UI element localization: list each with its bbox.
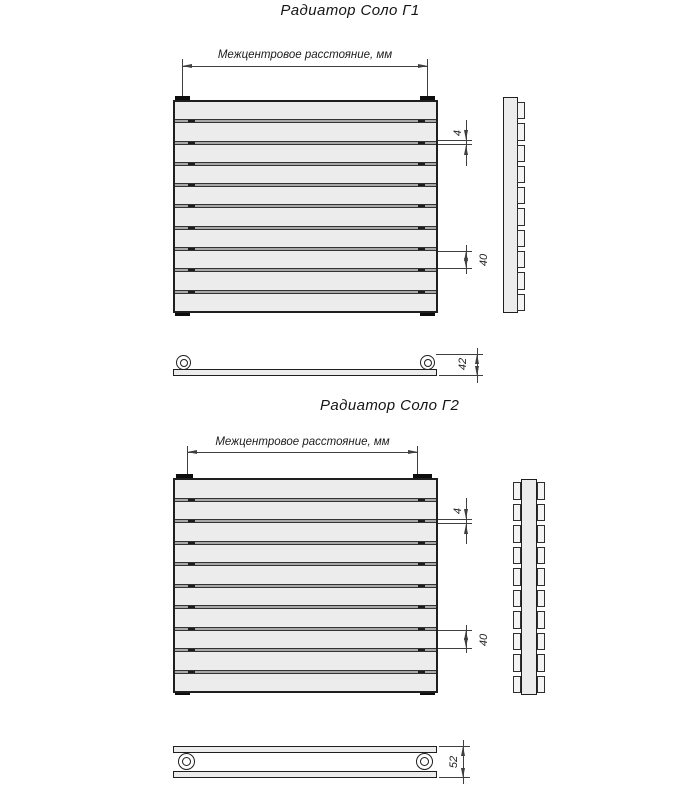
gap-dim-value-g1: 4	[452, 129, 464, 137]
center-distance-dim-line-g1	[182, 66, 428, 67]
slat-gap	[175, 605, 436, 609]
slat	[175, 674, 436, 692]
side-slat	[513, 482, 521, 500]
slat-gap	[175, 183, 436, 187]
side-slat-unit	[517, 272, 525, 293]
side-slat-unit	[537, 547, 545, 569]
slat-gap	[175, 226, 436, 230]
side-slat	[517, 102, 525, 119]
side-view-slats-left-g2	[513, 482, 521, 693]
side-slat	[537, 482, 545, 500]
pipe-bore-right-g1	[424, 359, 432, 367]
depth-dim-value-g2: 52	[448, 755, 460, 769]
extension-line-g2	[417, 446, 418, 477]
slat-dim-arrow-down-g2	[464, 638, 468, 648]
slat-gap	[175, 562, 436, 566]
slat	[175, 609, 436, 627]
drawing-title-g1: Радиатор Соло Г1	[280, 2, 420, 19]
side-slat-unit	[517, 123, 525, 144]
plan-view-panel-front-g2	[173, 746, 437, 753]
slat	[175, 230, 436, 247]
side-slat	[517, 145, 525, 162]
side-slat-unit	[517, 251, 525, 272]
side-slat	[537, 547, 545, 565]
side-slat-unit	[513, 568, 521, 590]
pipe-bore-left-g1	[180, 359, 188, 367]
side-slat	[513, 676, 521, 694]
slat	[175, 545, 436, 563]
slat-gap	[175, 541, 436, 545]
gap-dim-value-g2: 4	[452, 507, 464, 515]
slat	[175, 294, 436, 311]
slat	[175, 480, 436, 498]
slat-gap	[175, 648, 436, 652]
drawing-title-g2: Радиатор Соло Г2	[320, 397, 460, 414]
side-slat-unit	[513, 590, 521, 612]
slat-gap	[175, 119, 436, 123]
gap-dim-arrow-up-g2	[464, 524, 468, 534]
extension-line-g1	[182, 59, 183, 97]
dim-arrow-left-g1	[182, 64, 192, 68]
radiator-section	[175, 145, 436, 166]
side-slat	[517, 123, 525, 140]
radiator-section	[175, 166, 436, 187]
dim-arrow-left-g2	[187, 450, 197, 454]
radiator-section	[175, 102, 436, 123]
side-slat	[513, 633, 521, 651]
side-slat	[537, 654, 545, 672]
side-slat-unit	[513, 676, 521, 694]
plan-view-panel-back-g2	[173, 771, 437, 778]
side-slat-unit	[513, 611, 521, 633]
side-slat	[537, 568, 545, 586]
side-slat-unit	[537, 633, 545, 655]
radiator-section	[175, 652, 436, 674]
side-slat	[513, 611, 521, 629]
side-slat-unit	[537, 611, 545, 633]
slat-gap	[175, 290, 436, 294]
depth-dim-value-g1: 42	[457, 357, 469, 371]
side-slat	[517, 294, 525, 311]
extension-line-g1	[427, 59, 428, 97]
slat-gap	[175, 162, 436, 166]
side-slat-unit	[517, 145, 525, 166]
slat-gap	[175, 268, 436, 272]
side-slat	[517, 187, 525, 204]
side-slat	[537, 590, 545, 608]
side-slat-unit	[517, 102, 525, 123]
slat	[175, 102, 436, 119]
front-view-g1	[173, 100, 438, 313]
slat	[175, 502, 436, 520]
side-slat-unit	[537, 482, 545, 504]
side-view-slats-right-g2	[537, 482, 545, 693]
side-slat-unit	[537, 676, 545, 694]
gap-dim-arrow-up-g1	[464, 145, 468, 155]
slat	[175, 588, 436, 606]
side-slat	[517, 166, 525, 183]
side-slat	[517, 251, 525, 268]
radiator-section	[175, 523, 436, 545]
slat-gap	[175, 498, 436, 502]
side-view-panel-g2	[521, 479, 537, 695]
side-slat-unit	[537, 590, 545, 612]
radiator-section	[175, 502, 436, 524]
side-slat-unit	[517, 230, 525, 251]
radiator-section	[175, 609, 436, 631]
slat	[175, 631, 436, 649]
side-slat	[537, 504, 545, 522]
slat-dim-value-g1: 40	[478, 253, 490, 267]
depth-dim-ext-bottom-g2	[439, 777, 470, 778]
slat	[175, 523, 436, 541]
slat	[175, 652, 436, 670]
side-slat-unit	[537, 504, 545, 526]
radiator-section	[175, 208, 436, 229]
side-slat-unit	[513, 504, 521, 526]
radiator-section	[175, 631, 436, 653]
slat	[175, 123, 436, 140]
slat	[175, 145, 436, 162]
side-slat-unit	[513, 525, 521, 547]
radiator-section	[175, 251, 436, 272]
slat	[175, 166, 436, 183]
side-slat	[513, 547, 521, 565]
pipe-bore-right-g2	[420, 757, 429, 766]
slat	[175, 208, 436, 225]
slat-gap	[175, 141, 436, 145]
plan-view-panel-g1	[173, 369, 437, 376]
side-slat	[517, 230, 525, 247]
side-view-slats-g1	[517, 102, 525, 311]
center-distance-dim-line-g2	[187, 452, 418, 453]
depth-dim-arrow-down-g1	[475, 366, 479, 376]
radiator-section	[175, 272, 436, 293]
side-view-panel-g1	[503, 97, 518, 313]
radiator-section	[175, 294, 436, 311]
side-slat-unit	[517, 166, 525, 187]
side-slat	[517, 272, 525, 289]
side-slat-unit	[513, 633, 521, 655]
slat-gap	[175, 204, 436, 208]
side-slat	[513, 590, 521, 608]
side-slat	[513, 525, 521, 543]
radiator-section	[175, 480, 436, 502]
slat	[175, 272, 436, 289]
radiator-section	[175, 123, 436, 144]
extension-line-g2	[187, 446, 188, 477]
side-slat-unit	[513, 547, 521, 569]
side-slat	[513, 504, 521, 522]
radiator-section	[175, 674, 436, 692]
slat	[175, 251, 436, 268]
side-slat	[537, 525, 545, 543]
slat-dim-arrow-down-g1	[464, 258, 468, 268]
side-slat-unit	[517, 294, 525, 311]
side-slat	[513, 654, 521, 672]
pipe-bore-left-g2	[182, 757, 191, 766]
side-slat	[537, 633, 545, 651]
front-view-g2	[173, 478, 438, 693]
slat-gap	[175, 670, 436, 674]
slat-dim-value-g2: 40	[478, 633, 490, 647]
slat-gap	[175, 627, 436, 631]
slat	[175, 187, 436, 204]
side-slat-unit	[517, 187, 525, 208]
side-slat-unit	[513, 482, 521, 504]
side-slat	[513, 568, 521, 586]
slat	[175, 566, 436, 584]
depth-dim-arrow-up-g1	[475, 354, 479, 364]
radiator-section	[175, 588, 436, 610]
side-slat-unit	[537, 525, 545, 547]
slat-gap	[175, 519, 436, 523]
side-slat-unit	[517, 208, 525, 229]
depth-dim-ext-top-g2	[439, 746, 470, 747]
center-distance-label-g2: Межцентровое расстояние, мм	[215, 436, 390, 448]
radiator-section	[175, 187, 436, 208]
side-slat-unit	[537, 568, 545, 590]
side-slat	[517, 208, 525, 225]
slat-gap	[175, 247, 436, 251]
side-slat	[537, 611, 545, 629]
radiator-section	[175, 566, 436, 588]
radiator-section	[175, 230, 436, 251]
radiator-section	[175, 545, 436, 567]
side-slat-unit	[537, 654, 545, 676]
side-slat-unit	[513, 654, 521, 676]
side-slat	[537, 676, 545, 694]
slat-gap	[175, 584, 436, 588]
center-distance-label-g1: Межцентровое расстояние, мм	[217, 49, 393, 61]
